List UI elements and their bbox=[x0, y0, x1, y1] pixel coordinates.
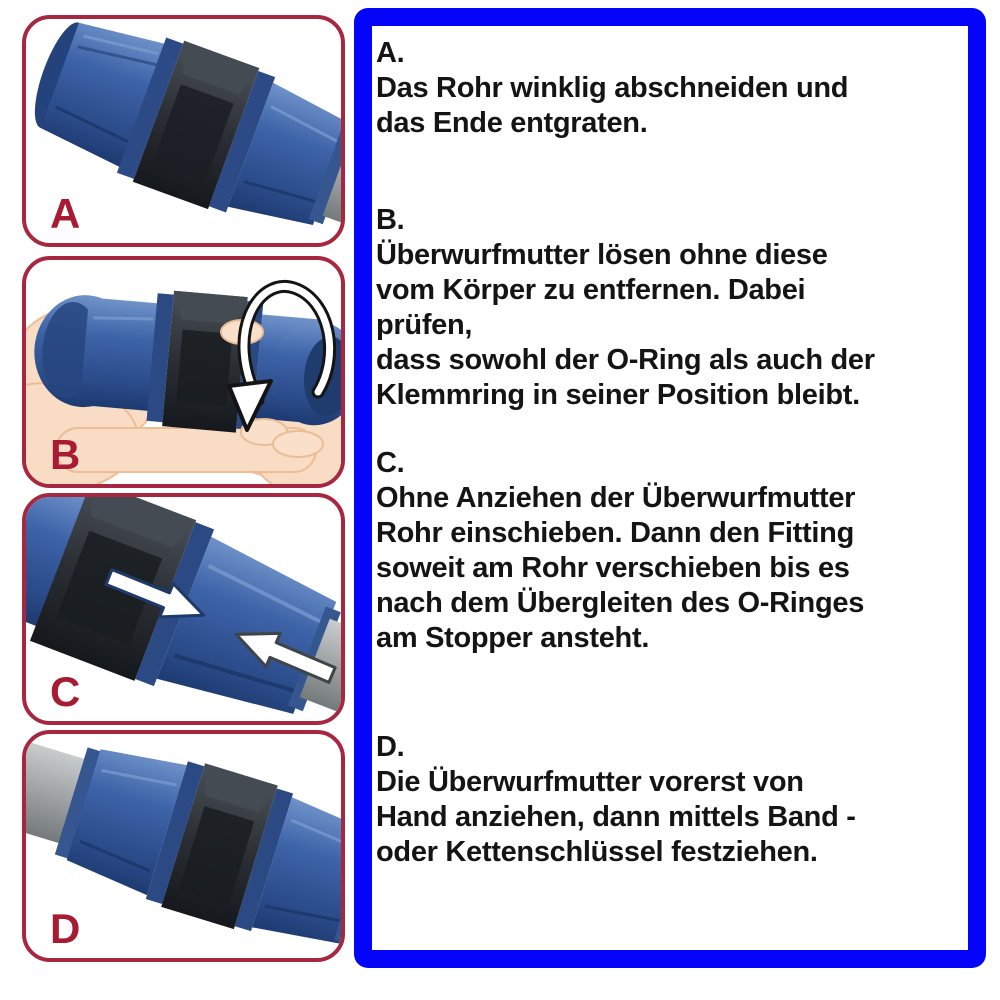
step-a-heading: A. bbox=[376, 37, 405, 69]
step-b-line: vom Körper zu entfernen. Dabei bbox=[376, 274, 806, 306]
panel-label-a: A bbox=[50, 190, 82, 237]
instruction-text-box bbox=[354, 8, 986, 968]
step-b-heading: B. bbox=[376, 204, 405, 236]
step-d-heading: D. bbox=[376, 731, 405, 763]
instruction-step-c bbox=[376, 446, 864, 656]
step-b-line: prüfen, bbox=[376, 309, 473, 341]
panel-label-c: C bbox=[50, 668, 82, 715]
panel-label-d: D bbox=[50, 905, 82, 952]
step-d-line: Hand anziehen, dann mittels Band - bbox=[376, 801, 856, 833]
step-b-line: dass sowohl der O-Ring als auch der bbox=[376, 344, 875, 376]
step-c-line: Ohne Anziehen der Überwurfmutter bbox=[376, 482, 856, 514]
step-d-line: Die Überwurfmutter vorerst von bbox=[376, 766, 804, 798]
step-b-line: Klemmring in seiner Position bleibt. bbox=[376, 379, 860, 411]
panel-step-c bbox=[22, 493, 345, 725]
panel-step-a bbox=[22, 15, 345, 247]
step-d-line: oder Kettenschlüssel festziehen. bbox=[376, 836, 818, 868]
step-b-line: Überwurfmutter lösen ohne diese bbox=[376, 239, 828, 271]
panel-step-b bbox=[22, 256, 345, 488]
step-a-line: das Ende entgraten. bbox=[376, 107, 648, 139]
step-c-heading: C. bbox=[376, 447, 405, 479]
step-a-line: Das Rohr winklig abschneiden und bbox=[376, 72, 849, 104]
step-c-line: nach dem Übergleiten des O-Ringes bbox=[376, 587, 865, 619]
step-c-line: soweit am Rohr verschieben bis es bbox=[376, 552, 850, 584]
step-c-line: am Stopper ansteht. bbox=[376, 622, 650, 654]
panel-label-b: B bbox=[50, 431, 82, 478]
panel-step-d bbox=[22, 730, 345, 962]
instruction-step-a bbox=[376, 36, 848, 141]
instruction-step-b bbox=[376, 203, 875, 413]
instruction-step-d bbox=[376, 730, 856, 870]
step-c-line: Rohr einschieben. Dann den Fitting bbox=[376, 517, 854, 549]
